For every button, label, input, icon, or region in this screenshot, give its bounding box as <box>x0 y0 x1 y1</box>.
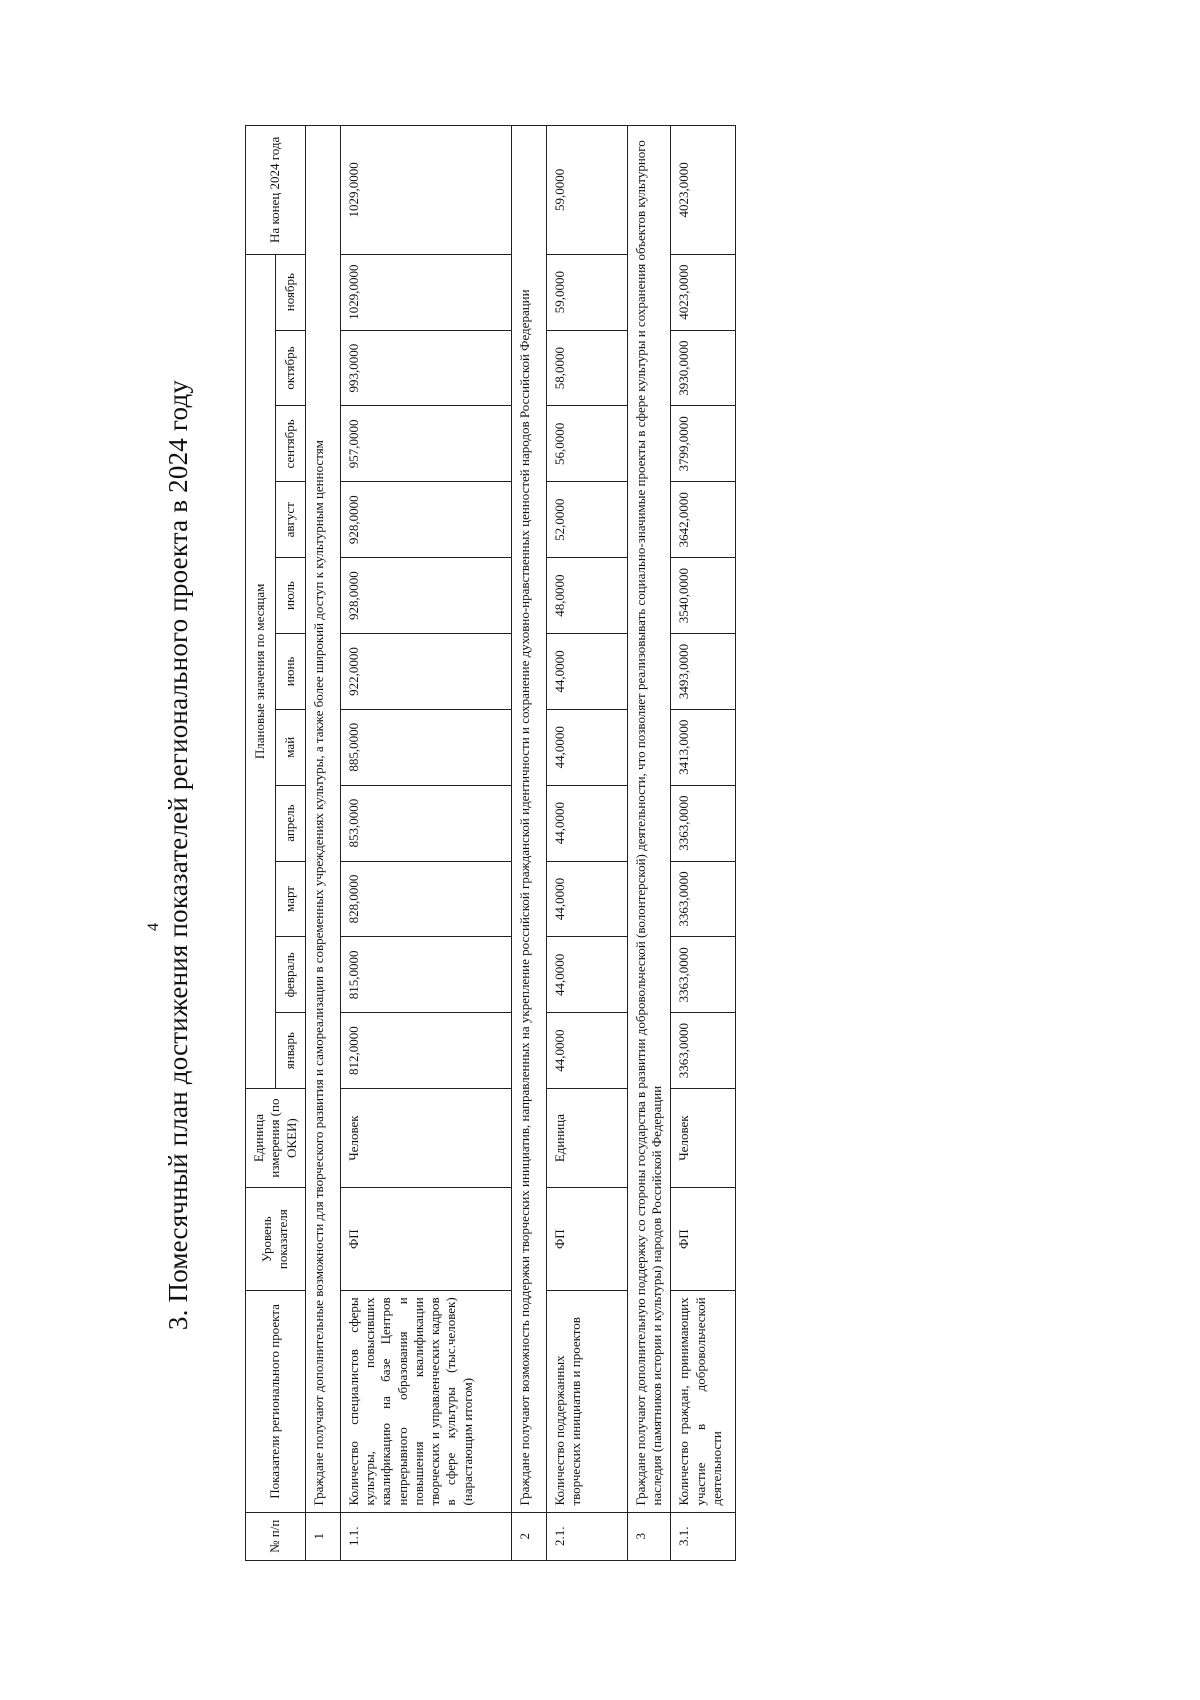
header-month: сентябрь <box>275 406 305 482</box>
month-value: 44,0000 <box>546 785 627 861</box>
header-month: январь <box>275 1013 305 1089</box>
indicator-name: Количество граждан, принимающих участие в добровольческой деятельности <box>671 1291 736 1512</box>
section-text: Граждане получают дополнительную поддержку со стороны государства в развитии добровольческой (волонтерской) деятельности, что позволяет реализовывать социально-значимые проекты в сфере культуры и сохранения объектов культурного наследия (памятников истории и культуры) народов Российской Федерации <box>627 126 671 1513</box>
header-month: апрель <box>275 785 305 861</box>
section-number: 2 <box>511 1512 546 1560</box>
month-value: 957,0000 <box>340 406 511 482</box>
month-value: 3930,0000 <box>671 330 736 406</box>
header-month: ноябрь <box>275 254 305 330</box>
month-value: 58,0000 <box>546 330 627 406</box>
indicator-unit: Человек <box>671 1089 736 1188</box>
month-value: 3363,0000 <box>671 785 736 861</box>
month-value: 3642,0000 <box>671 482 736 558</box>
month-value: 44,0000 <box>546 709 627 785</box>
month-value: 48,0000 <box>546 558 627 634</box>
month-value: 3493,0000 <box>671 634 736 710</box>
month-value: 3363,0000 <box>671 861 736 937</box>
month-value: 812,0000 <box>340 1013 511 1089</box>
row-number: 1.1. <box>340 1512 511 1560</box>
indicator-level: ФП <box>546 1188 627 1291</box>
section-number: 1 <box>305 1512 340 1560</box>
month-value: 52,0000 <box>546 482 627 558</box>
month-value: 928,0000 <box>340 482 511 558</box>
month-value: 3363,0000 <box>671 937 736 1013</box>
month-value: 44,0000 <box>546 937 627 1013</box>
month-value: 56,0000 <box>546 406 627 482</box>
header-month: июнь <box>275 634 305 710</box>
section-text: Граждане получают возможность поддержки творческих инициатив, направленных на укрепление российской гражданской идентичности и сохранение духовно-нравственных ценностей народов Российской Федерации <box>511 126 546 1513</box>
header-months-caption: Плановые значения по месяцам <box>246 254 276 1088</box>
indicator-unit: Единица <box>546 1089 627 1188</box>
month-value: 993,0000 <box>340 330 511 406</box>
header-unit: Единица измерения (по ОКЕИ) <box>246 1089 306 1188</box>
indicator-unit: Человек <box>340 1089 511 1188</box>
month-value: 1029,0000 <box>340 254 511 330</box>
rotated-content <box>155 105 1055 1605</box>
row-number: 2.1. <box>546 1512 627 1560</box>
page-number: 4 <box>145 923 162 931</box>
header-month: август <box>275 482 305 558</box>
month-value: 3363,0000 <box>671 1013 736 1089</box>
month-value: 44,0000 <box>546 634 627 710</box>
header-month: июль <box>275 558 305 634</box>
header-indicator: Показатели регионального проекта <box>246 1291 306 1512</box>
page-title: 3. Помесячный план достижения показателей регионального проекта в 2024 году <box>163 379 193 1331</box>
header-month: октябрь <box>275 330 305 406</box>
month-value: 3413,0000 <box>671 709 736 785</box>
table-row <box>671 126 736 1561</box>
month-value: 3799,0000 <box>671 406 736 482</box>
indicator-level: ФП <box>671 1188 736 1291</box>
month-value: 44,0000 <box>546 861 627 937</box>
header-num: № п/п <box>246 1512 306 1560</box>
month-value: 815,0000 <box>340 937 511 1013</box>
month-value: 922,0000 <box>340 634 511 710</box>
month-value: 3540,0000 <box>671 558 736 634</box>
indicator-name: Количество поддержанных творческих инициатив и проектов <box>546 1291 627 1512</box>
year-end-value: 4023,0000 <box>671 126 736 255</box>
indicator-name: Количество специалистов сферы культуры, повысивших квалификацию на базе Центров непрерывного образования и повышения квалификации творческих и управленческих кадров в сфере культуры (тыс.человек) (нарастающим итогом) <box>340 1291 511 1512</box>
table-row <box>340 126 511 1561</box>
month-value: 928,0000 <box>340 558 511 634</box>
year-end-value: 59,0000 <box>546 126 627 255</box>
header-level: Уровень показателя <box>246 1188 306 1291</box>
section-row <box>627 126 671 1561</box>
header-year-end: На конец 2024 года <box>246 126 306 255</box>
header-month: март <box>275 861 305 937</box>
month-value: 828,0000 <box>340 861 511 937</box>
section-row <box>305 126 340 1561</box>
month-value: 4023,0000 <box>671 254 736 330</box>
header-month: май <box>275 709 305 785</box>
header-month: февраль <box>275 937 305 1013</box>
year-end-value: 1029,0000 <box>340 126 511 255</box>
table-row <box>546 126 627 1561</box>
row-number: 3.1. <box>671 1512 736 1560</box>
section-text: Граждане получают дополнительные возможности для творческого развития и самореализации в современных учреждениях культуры, а также более широкий доступ к культурным ценностям <box>305 126 340 1513</box>
month-value: 885,0000 <box>340 709 511 785</box>
month-value: 853,0000 <box>340 785 511 861</box>
section-row <box>511 126 546 1561</box>
section-number: 3 <box>627 1512 671 1560</box>
month-value: 59,0000 <box>546 254 627 330</box>
indicator-level: ФП <box>340 1188 511 1291</box>
month-value: 44,0000 <box>546 1013 627 1089</box>
monthly-plan-table <box>245 125 736 1561</box>
